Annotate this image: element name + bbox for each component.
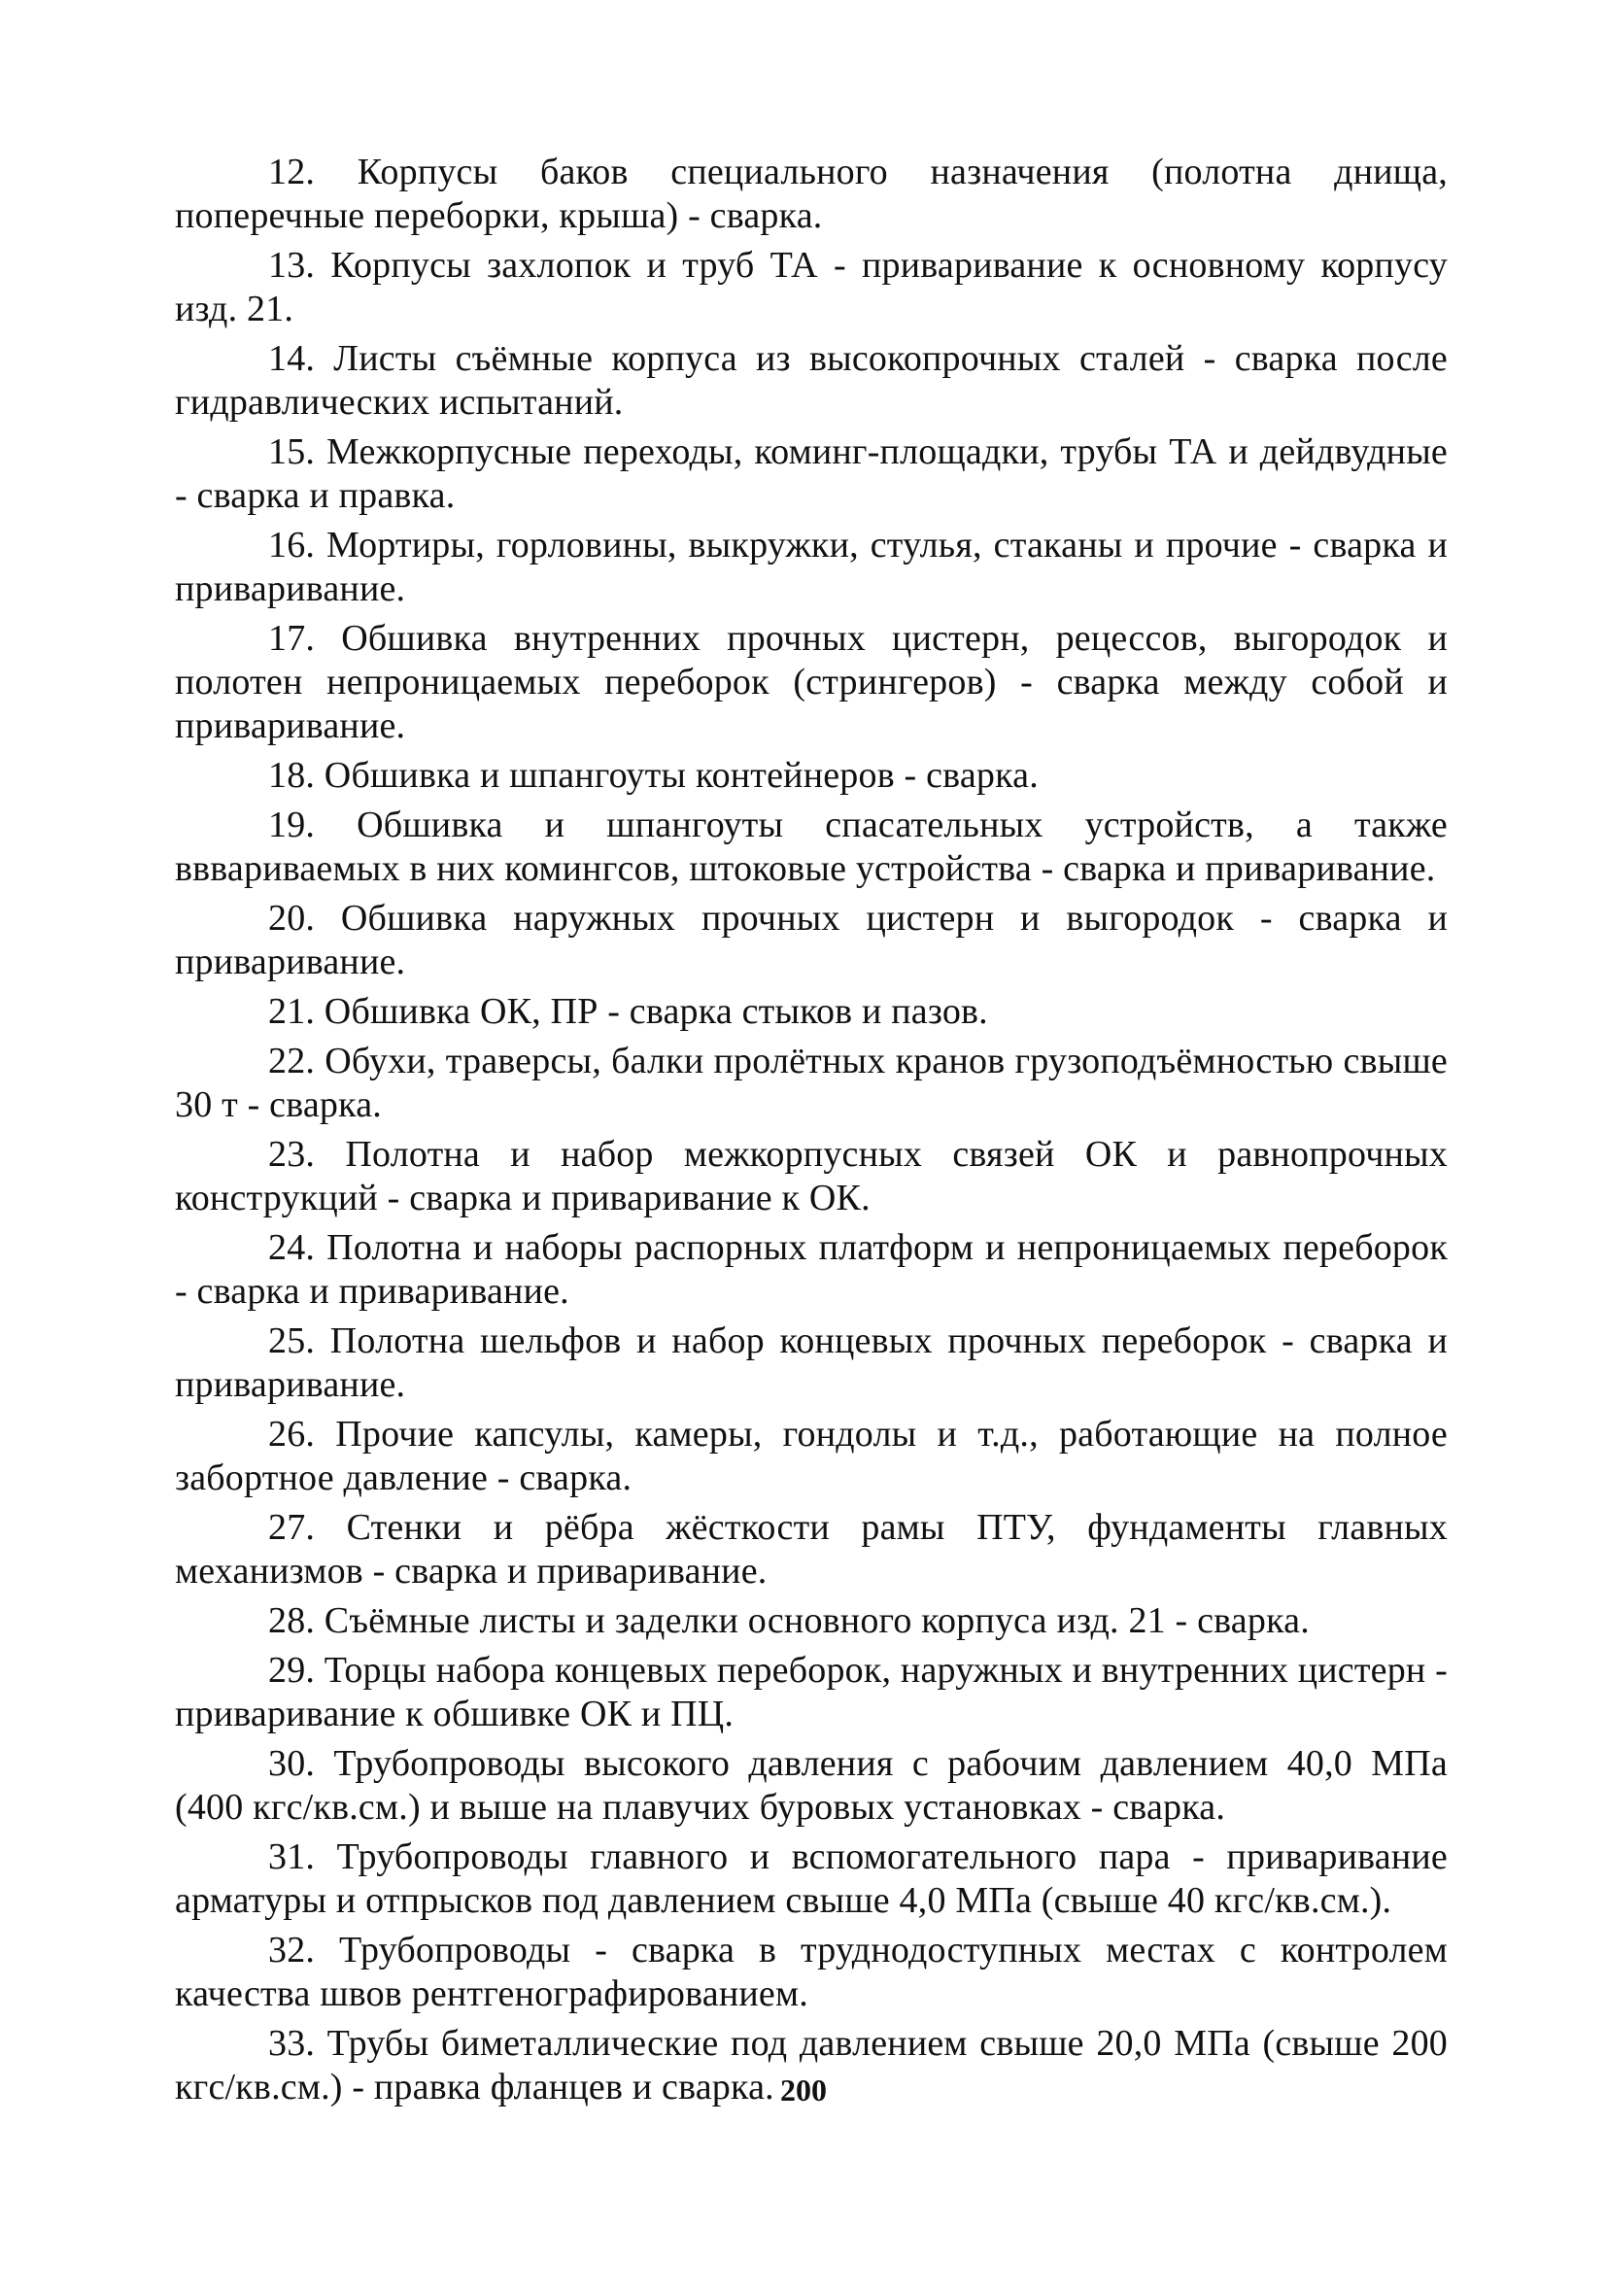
list-item: 29. Торцы набора концевых переборок, наружных и внутренних цистерн - приваривание к обшивке ОК и ПЦ.	[175, 1650, 1449, 1734]
page-number: 200	[780, 2073, 827, 2108]
list-item: 22. Обухи, траверсы, балки пролётных кранов грузоподъёмностью свыше 30 т - сварка.	[175, 1041, 1448, 1125]
list-item: 32. Трубопроводы - сварка в труднодоступных местах с контролем качества швов рентгенографированием.	[175, 1930, 1448, 2014]
list-item: 33. Трубы биметаллические под давлением свыше 20,0 МПа (свыше 200 кгс/кв.см.) - правка фланцев и сварка.	[175, 2023, 1448, 2108]
list-item: 23. Полотна и набор межкорпусных связей ОК и равнопрочных конструкций - сварка и приваривание к ОК.	[175, 1134, 1448, 1218]
list-item: 28. Съёмные листы и заделки основного корпуса изд. 21 - сварка.	[268, 1600, 1310, 1641]
list-item: 19. Обшивка и шпангоуты спасательных устройств, а также вввариваемых в них комингсов, штоковые устройства - сварка и приваривание.	[175, 805, 1448, 889]
list-item: 31. Трубопроводы главного и вспомогательного пара - приваривание арматуры и отпрысков под давлением свыше 4,0 МПа (свыше 40 кгс/кв.см.).	[175, 1836, 1448, 1921]
list-item: 13. Корпусы захлопок и труб ТА - приваривание к основному корпусу изд. 21.	[175, 245, 1448, 329]
list-item: 24. Полотна и наборы распорных платформ и непроницаемых переборок - сварка и приваривание.	[175, 1227, 1448, 1312]
list-item: 21. Обшивка ОК, ПР - сварка стыков и пазов.	[268, 991, 988, 1032]
list-item: 17. Обшивка внутренних прочных цистерн, рецессов, выгородок и полотен непроницаемых переборок (стрингеров) - сварка между собой и приваривание.	[175, 618, 1448, 746]
list-item: 30. Трубопроводы высокого давления с рабочим давлением 40,0 МПа (400 кгс/кв.см.) и выше на плавучих буровых установках - сварка.	[175, 1743, 1448, 1828]
list-item: 14. Листы съёмные корпуса из высокопрочных сталей - сварка после гидравлических испытаний.	[175, 338, 1448, 423]
list-item: 26. Прочие капсулы, камеры, гондолы и т.д., работающие на полное забортное давление - сварка.	[175, 1414, 1448, 1498]
list-item: 20. Обшивка наружных прочных цистерн и выгородок - сварка и приваривание.	[175, 898, 1448, 982]
list-item: 25. Полотна шельфов и набор концевых прочных переборок - сварка и приваривание.	[175, 1320, 1448, 1405]
list-item: 12. Корпусы баков специального назначения (полотна днища, поперечные переборки, крыша) - сварка.	[175, 152, 1448, 236]
list-item: 15. Межкорпусные переходы, коминг-площадки, трубы ТА и дейдвудные - сварка и правка.	[175, 431, 1448, 516]
item-list	[175, 151, 1448, 2115]
list-item: 18. Обшивка и шпангоуты контейнеров - сварка.	[268, 755, 1039, 796]
list-item: 16. Мортиры, горловины, выкружки, стулья, стаканы и прочие - сварка и приваривание.	[175, 525, 1448, 609]
list-item: 27. Стенки и рёбра жёсткости рамы ПТУ, фундаменты главных механизмов - сварка и приваривание.	[175, 1507, 1448, 1592]
